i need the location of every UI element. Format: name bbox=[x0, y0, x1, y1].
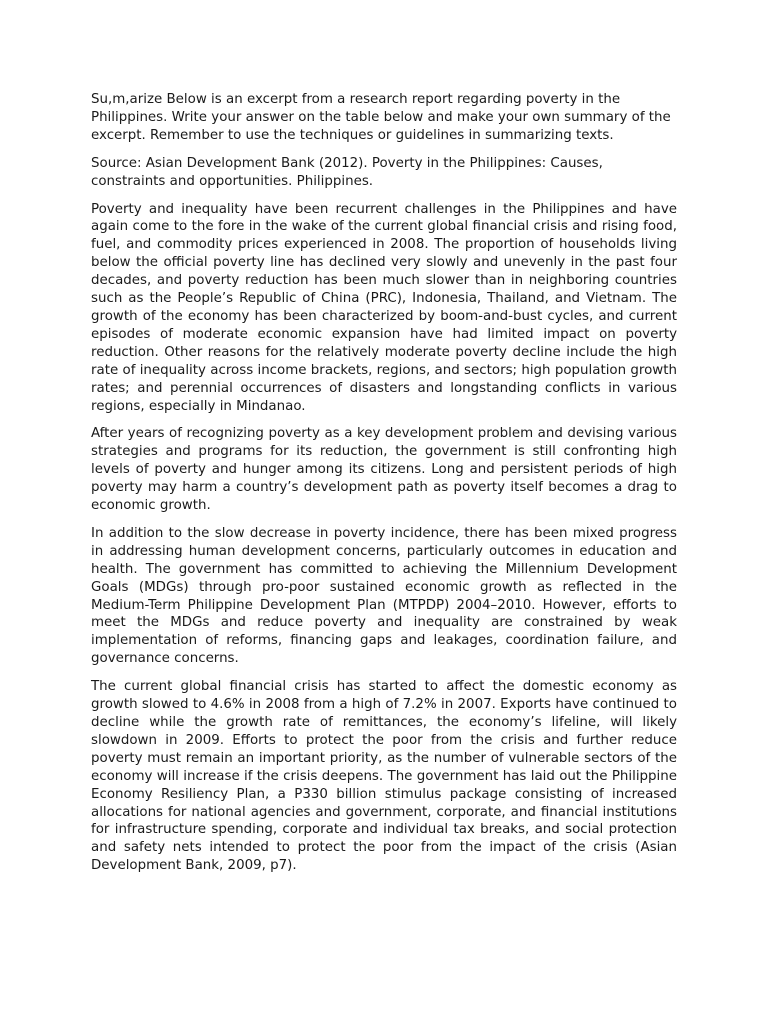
document-page bbox=[91, 91, 677, 885]
body-paragraph-4: The current global financial crisis has started to affect the domestic economy as growth slowed to 4.6% in 2008 from a high of 7.2% in 2007. Exports have continued to decline while the growth rate of remittances, the economy’s lifeline, will likely slowdown in 2009. Efforts to protect the poor from the crisis and further reduce poverty must remain an important priority, as the number of vulnerable sectors of the economy will increase if the crisis deepens. The government has laid out the Philippine Economy Resiliency Plan, a P330 billion stimulus package consisting of increased allocations for national agencies and government, corporate, and financial institutions for infrastructure spending, corporate and individual tax breaks, and social protection and safety nets intended to protect the poor from the impact of the crisis (Asian Development Bank, 2009, p7). bbox=[91, 679, 677, 874]
body-paragraph-1: Poverty and inequality have been recurrent challenges in the Philippines and have again come to the fore in the wake of the current global financial crisis and rising food, fuel, and commodity prices experienced in 2008. The proportion of households living below the official poverty line has declined very slowly and unevenly in the past four decades, and poverty reduction has been much slower than in neighboring countries such as the People’s Republic of China (PRC), Indonesia, Thailand, and Vietnam. The growth of the economy has been characterized by boom-and-bust cycles, and current episodes of moderate economic expansion have had limited impact on poverty reduction. Other reasons for the relatively moderate poverty decline include the high rate of inequality across income brackets, regions, and sectors; high population growth rates; and perennial occurrences of disasters and longstanding conflicts in various regions, especially in Mindanao. bbox=[91, 201, 677, 414]
source-citation: Source: Asian Development Bank (2012). Poverty in the Philippines: Causes, constraints and opportunities. Philippines. bbox=[91, 155, 603, 189]
body-paragraph-3: In addition to the slow decrease in poverty incidence, there has been mixed progress in addressing human development concerns, particularly outcomes in education and health. The government has committed to achieving the Millennium Development Goals (MDGs) through pro-poor sustained economic growth as reflected in the Medium-Term Philippine Development Plan (MTPDP) 2004–2010. However, efforts to meet the MDGs and reduce poverty and inequality are constrained by weak implementation of reforms, financing gaps and leakages, coordination failure, and governance concerns. bbox=[91, 525, 677, 667]
body-paragraph-2: After years of recognizing poverty as a key development problem and devising various strategies and programs for its reduction, the government is still confronting high levels of poverty and hunger among its citizens. Long and persistent periods of high poverty may harm a country’s development path as poverty itself becomes a drag to economic growth. bbox=[91, 426, 677, 514]
instructions-paragraph: Su,m,arize Below is an excerpt from a research report regarding poverty in the Philippines. Write your answer on the table below and make your own summary of the excerpt. Remember to use the techniques or guidelines in summarizing texts. bbox=[91, 92, 671, 143]
